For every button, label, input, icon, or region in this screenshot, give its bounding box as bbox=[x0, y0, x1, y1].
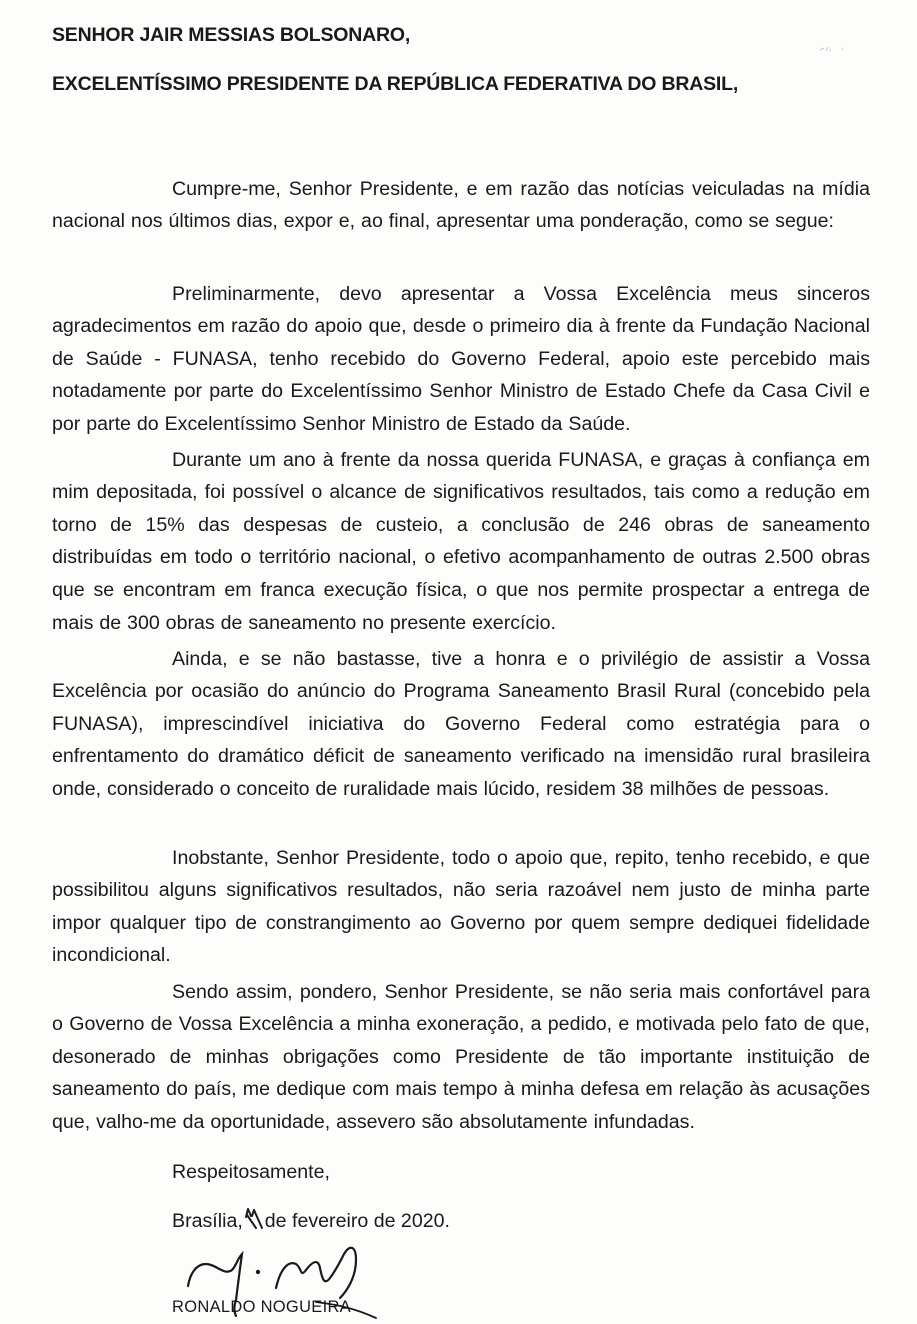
handwritten-day-mark-icon bbox=[243, 1207, 265, 1231]
place-text: Brasília, bbox=[172, 1210, 243, 1232]
paragraph: Sendo assim, pondero, Senhor Presidente, se não seria mais confortável para o Governo de Vossa Excelência a minha exoneração, a pedido, e motivada pelo fato de que, desonerado de minhas obrigações como Presidente de tão importante instituição de saneamento do país, me dedique com mais tempo à minha defesa em relação às acusações que, valho-me da oportunidade, assevero são absolutamente infundadas. bbox=[52, 980, 870, 1133]
paragraph: Inobstante, Senhor Presidente, todo o apoio que, repito, tenho recebido, e que possibilitou alguns significativos resultados, não seria razoável nem justo de minha parte impor qualquer tipo de constrangimento ao Governo por quem sempre dediquei fidelidade incondicional. bbox=[52, 846, 870, 967]
salutation-name: SENHOR JAIR MESSIAS BOLSONARO, bbox=[52, 24, 411, 46]
signer-name: RONALDO NOGUEIRA bbox=[172, 1298, 351, 1316]
paragraph: Durante um ano à frente da nossa querida FUNASA, e graças à confiança em mim depositada, foi possível o alcance de significativos resultados, tais como a redução em torno de 15% das despesas de custeio, a conclusão de 246 obras de saneamento distribuídas em todo o território nacional, o efetivo acompanhamento de outras 2.500 obras que se encontram em franca execução física, o que nos permite prospectar a entrega de mais de 300 obras de saneamento no presente exercício. bbox=[52, 448, 870, 634]
scan-speck-icon bbox=[818, 42, 848, 56]
salutation-title: EXCELENTÍSSIMO PRESIDENTE DA REPÚBLICA FEDERATIVA DO BRASIL, bbox=[52, 73, 739, 95]
closing-line: Respeitosamente, bbox=[172, 1161, 330, 1183]
place-date-line bbox=[172, 1207, 450, 1233]
paragraph: Preliminarmente, devo apresentar a Vossa Excelência meus sinceros agradecimentos em razão do apoio que, desde o primeiro dia à frente da Fundação Nacional de Saúde - FUNASA, tenho recebido do Governo Federal, apoio este percebido mais notadamente por parte do Excelentíssimo Senhor Ministro de Estado Chefe da Casa Civil e por parte do Excelentíssimo Senhor Ministro de Estado da Saúde. bbox=[52, 282, 870, 435]
paragraph: Cumpre-me, Senhor Presidente, e em razão das notícias veiculadas na mídia nacional nos últimos dias, expor e, ao final, apresentar uma ponderação, como se segue: bbox=[52, 177, 870, 233]
paragraph: Ainda, e se não bastasse, tive a honra e o privilégio de assistir a Vossa Excelência por ocasião do anúncio do Programa Saneamento Brasil Rural (concebido pela FUNASA), imprescindível iniciativa do Governo Federal como estratégia para o enfrentamento do dramático déficit de saneamento verificado na imensidão rural brasileira onde, considerado o conceito de ruralidade mais lúcido, residem 38 milhões de pessoas. bbox=[52, 647, 870, 800]
date-text: de fevereiro de 2020. bbox=[264, 1210, 450, 1232]
